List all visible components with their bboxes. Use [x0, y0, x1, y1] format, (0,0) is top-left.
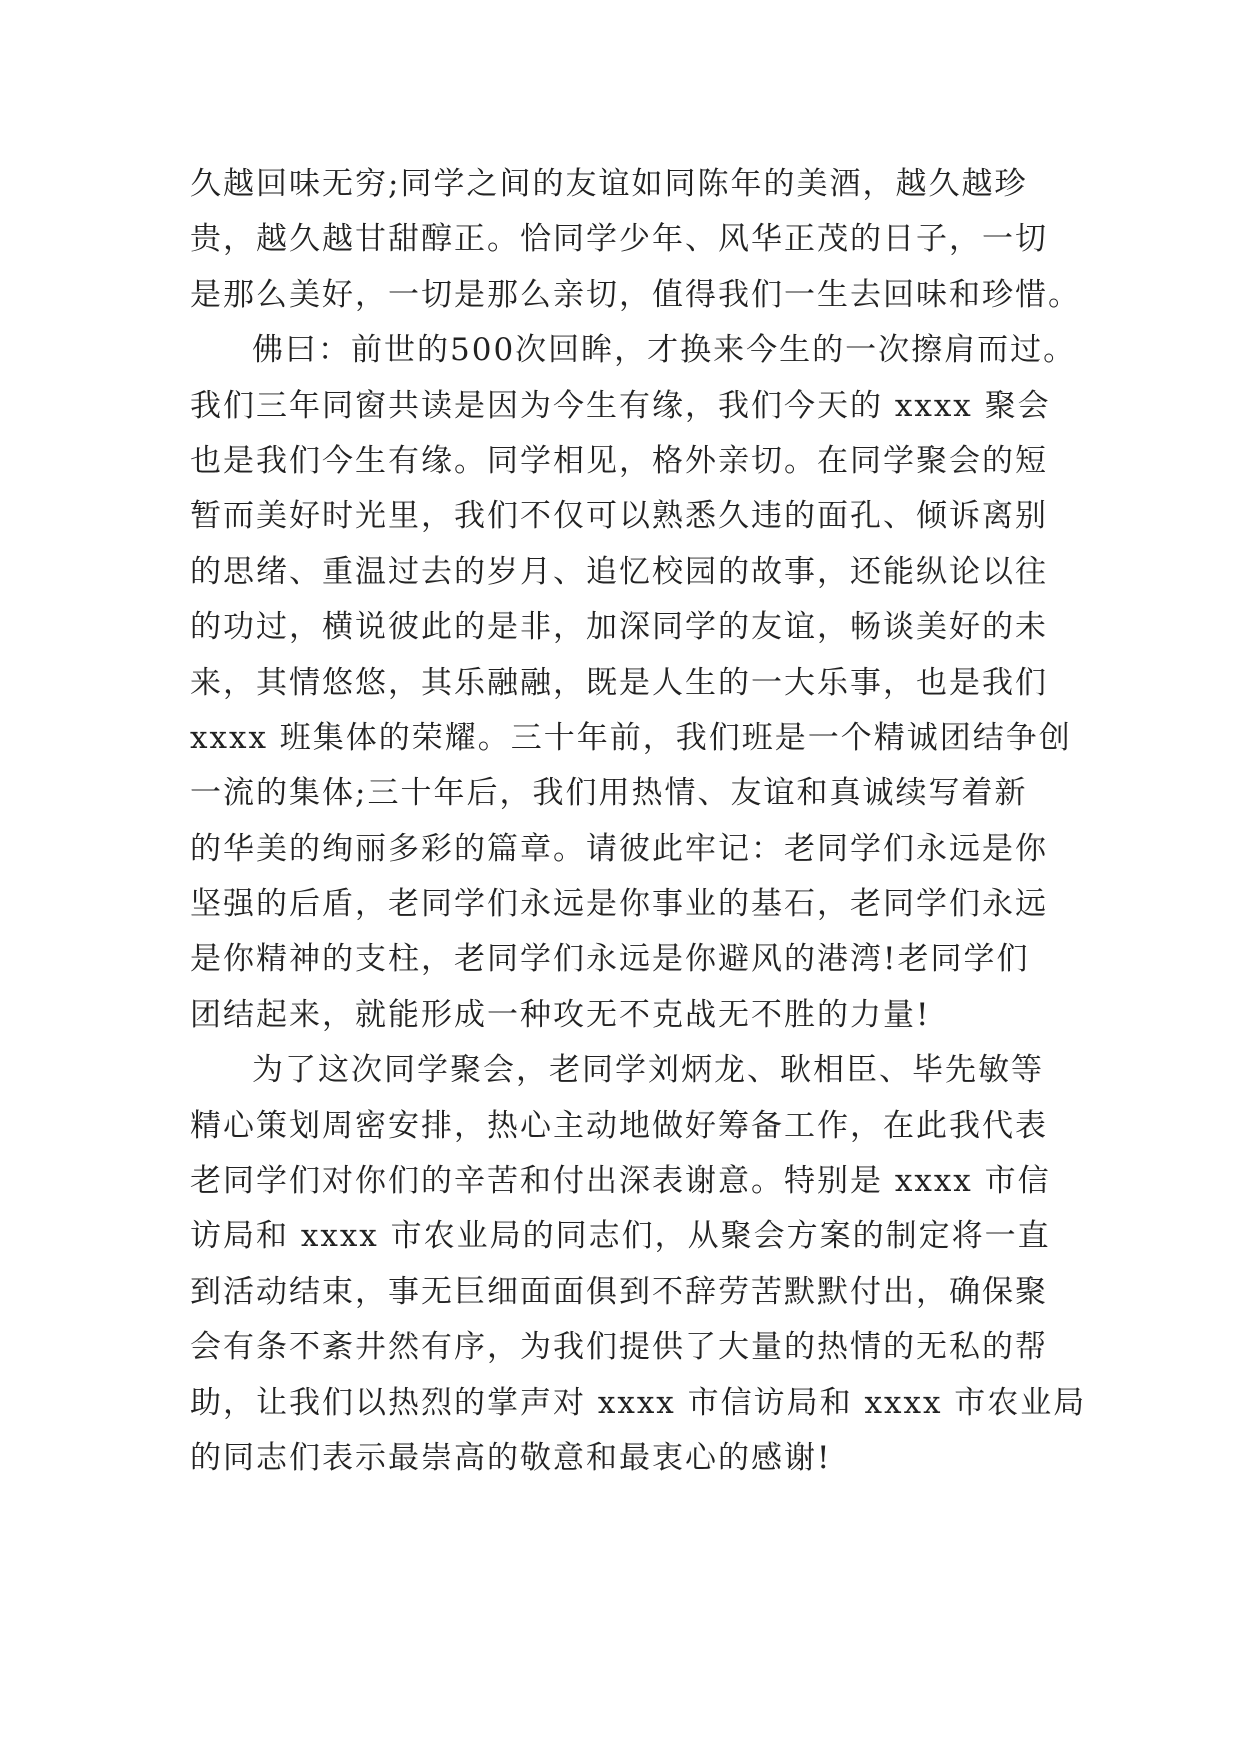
text-line: 助，让我们以热烈的掌声对 xxxx 市信访局和 xxxx 市农业局	[190, 1384, 1087, 1421]
paragraph-2	[190, 323, 1077, 1043]
text-line: 精心策划周密安排，热心主动地做好筹备工作，在此我代表	[190, 1107, 1048, 1144]
text-line: 会有条不紊井然有序，为我们提供了大量的热情的无私的帮	[190, 1329, 1048, 1366]
text-line: 贵，越久越甘甜醇正。恰同学少年、风华正茂的日子，一切	[190, 221, 1048, 258]
text-line: 坚强的后盾，老同学们永远是你事业的基石，老同学们永远	[190, 886, 1048, 923]
paragraph-1	[190, 157, 1081, 323]
text-line: 来，其情悠悠，其乐融融，既是人生的一大乐事，也是我们	[190, 664, 1048, 701]
text-line: 的功过，横说彼此的是非，加深同学的友谊，畅谈美好的未	[190, 609, 1048, 646]
text-line: 久越回味无穷;同学之间的友谊如同陈年的美酒，越久越珍	[190, 166, 1028, 202]
text-line: 一流的集体;三十年后，我们用热情、友谊和真诚续写着新	[190, 775, 1028, 812]
text-line: 佛曰：前世的500次回眸，才换来今生的一次擦肩而过。	[252, 332, 1077, 369]
document-body	[190, 157, 1087, 1486]
text-line: 团结起来，就能形成一种攻无不克战无不胜的力量!	[190, 996, 931, 1033]
text-line: 访局和 xxxx 市农业局的同志们，从聚会方案的制定将一直	[190, 1218, 1051, 1255]
paragraph-3	[190, 1043, 1087, 1486]
text-line: 的同志们表示最崇高的敬意和最衷心的感谢!	[190, 1439, 832, 1476]
text-line: 是那么美好，一切是那么亲切，值得我们一生去回味和珍惜。	[190, 276, 1081, 313]
text-line: 暂而美好时光里，我们不仅可以熟悉久违的面孔、倾诉离别	[190, 498, 1048, 535]
text-line: 为了这次同学聚会，老同学刘炳龙、耿相臣、毕先敏等	[252, 1052, 1044, 1089]
text-line: 的思绪、重温过去的岁月、追忆校园的故事，还能纵论以往	[190, 553, 1048, 590]
text-line: 到活动结束，事无巨细面面俱到不辞劳苦默默付出，确保聚	[190, 1273, 1048, 1310]
text-line: 我们三年同窗共读是因为今生有缘，我们今天的 xxxx 聚会	[190, 387, 1051, 424]
text-line: 的华美的绚丽多彩的篇章。请彼此牢记：老同学们永远是你	[190, 830, 1048, 867]
text-line: 也是我们今生有缘。同学相见，格外亲切。在同学聚会的短	[190, 442, 1048, 479]
text-line: 老同学们对你们的辛苦和付出深表谢意。特别是 xxxx 市信	[190, 1163, 1051, 1200]
text-line: xxxx 班集体的荣耀。三十年前，我们班是一个精诚团结争创	[190, 719, 1072, 756]
text-line: 是你精神的支柱，老同学们永远是你避风的港湾!老同学们	[190, 941, 1030, 978]
